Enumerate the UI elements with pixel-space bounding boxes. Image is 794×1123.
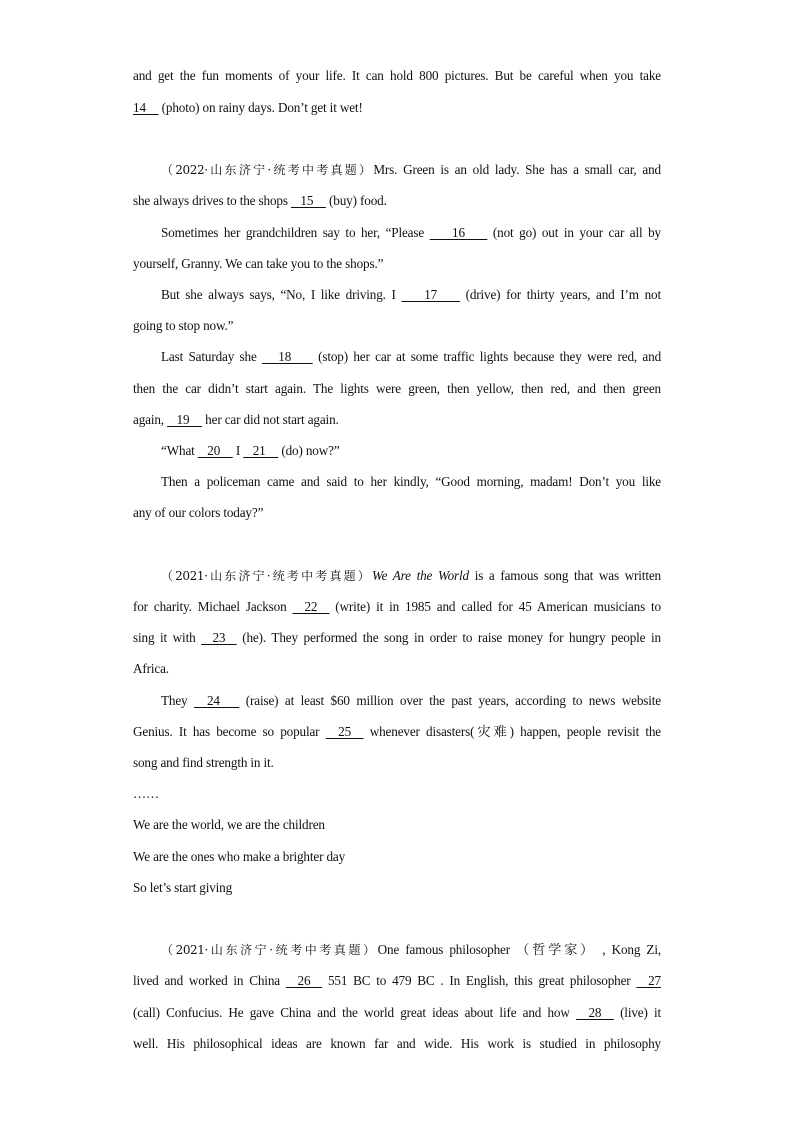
passage-intro-line [161,942,661,958]
source-label: （2021·山东济宁·统考中考真题） [161,569,372,583]
text: her car did not start again. [202,412,339,427]
text-line [133,318,661,334]
text: going to stop now.” [133,318,234,333]
text-line [133,256,661,272]
text-line [161,225,661,241]
song-title: We Are the World [371,568,469,583]
blank-14: 14 [133,100,159,115]
text: Sometimes her grandchildren say to her, “Please [161,225,430,240]
text: song and find strength in it. [133,755,274,770]
text: again, [133,412,168,427]
text: 551 BC to 479 BC . In English, this great philosopher [322,973,637,988]
text: well. His philosophical ideas are known far and wide. His work is studied in philosophy [133,1036,661,1051]
text-line [133,755,661,771]
text: she always drives to the shops [133,193,291,208]
text: is a famous song that was written [468,568,661,583]
passage-intro-line [161,568,661,584]
source-label: （2022·山东济宁·统考中考真题） [161,163,374,177]
text: So let’s start giving [133,880,233,895]
text: “What [161,443,198,458]
blank-26: 26 [285,973,323,988]
text: (photo) on rainy days. Don’t get it wet! [158,100,363,115]
text: One famous philosopher （哲学家） , Kong Zi, [377,942,661,957]
ellipsis [133,786,661,802]
blank-27: 27 [636,973,661,988]
blank-25: 25 [325,724,364,739]
text: (he). They performed the song in order to raise money for hungry people in [236,630,661,645]
text-line [161,349,661,365]
passage-intro-line [161,162,661,178]
text-line [133,630,661,646]
blank-15: 15 [290,193,326,208]
source-label: （2021·山东济宁·统考中考真题） [161,943,378,957]
text-line [161,693,661,709]
lyric-line [133,817,661,833]
blank-20: 20 [197,443,233,458]
text-line [133,1005,661,1021]
text: and get the fun moments of your life. It can hold 800 pictures. But be careful when you take [133,68,661,83]
text: They [161,693,194,708]
text-line [161,287,661,303]
text: …… [133,786,160,801]
text: any of our colors today?” [133,505,264,520]
text: But she always says, “No, I like driving. I [161,287,402,302]
text: then the car didn’t start again. The lights were green, then yellow, then red, and then green [133,381,661,396]
text: yourself, Granny. We can take you to the shops.” [133,256,384,271]
text-line [133,973,661,989]
text: whenever disasters(灾难) happen, people revisit the [363,724,661,739]
text-line [133,661,661,677]
blank-18: 18 [262,349,313,364]
blank-28: 28 [575,1005,614,1020]
text: (live) it [613,1005,661,1020]
text-line [133,193,661,209]
text-line [133,100,661,116]
text: We are the ones who make a brighter day [133,849,346,864]
text: Last Saturday she [161,349,263,364]
text-line [161,443,661,459]
text-line [161,474,661,490]
text-line [133,1036,661,1052]
text: I [232,443,244,458]
text: (drive) for thirty years, and I’m not [459,287,661,302]
text: (buy) food. [325,193,387,208]
text: (call) Confucius. He gave China and the world great ideas about life and how [133,1005,576,1020]
blank-24: 24 [193,693,240,708]
blank-22: 22 [292,599,330,614]
text: (stop) her car at some traffic lights because they were red, and [312,349,662,364]
lyric-line [133,849,661,865]
text: We are the world, we are the children [133,817,325,832]
blank-16: 16 [429,225,488,240]
blank-21: 21 [243,443,279,458]
text-line [133,381,661,397]
blank-19: 19 [167,412,203,427]
text-line [133,724,661,740]
text: lived and worked in China [133,973,286,988]
lyric-line [133,880,661,896]
text-line [133,412,661,428]
text: (raise) at least $60 million over the past years, according to news website [239,693,661,708]
text: (do) now?” [278,443,340,458]
blank-17: 17 [401,287,460,302]
text: (not go) out in your car all by [487,225,661,240]
text: Then a policeman came and said to her kindly, “Good morning, madam! Don’t you like [161,474,661,489]
text-line [133,599,661,615]
text: sing it with [133,630,202,645]
blank-23: 23 [201,630,237,645]
text: Genius. It has become so popular [133,724,326,739]
text: for charity. Michael Jackson [133,599,293,614]
text: (write) it in 1985 and called for 45 American musicians to [329,599,661,614]
text-line [133,68,661,84]
text-line [133,505,661,521]
text: Africa. [133,661,169,676]
text: Mrs. Green is an old lady. She has a small car, and [373,162,661,177]
